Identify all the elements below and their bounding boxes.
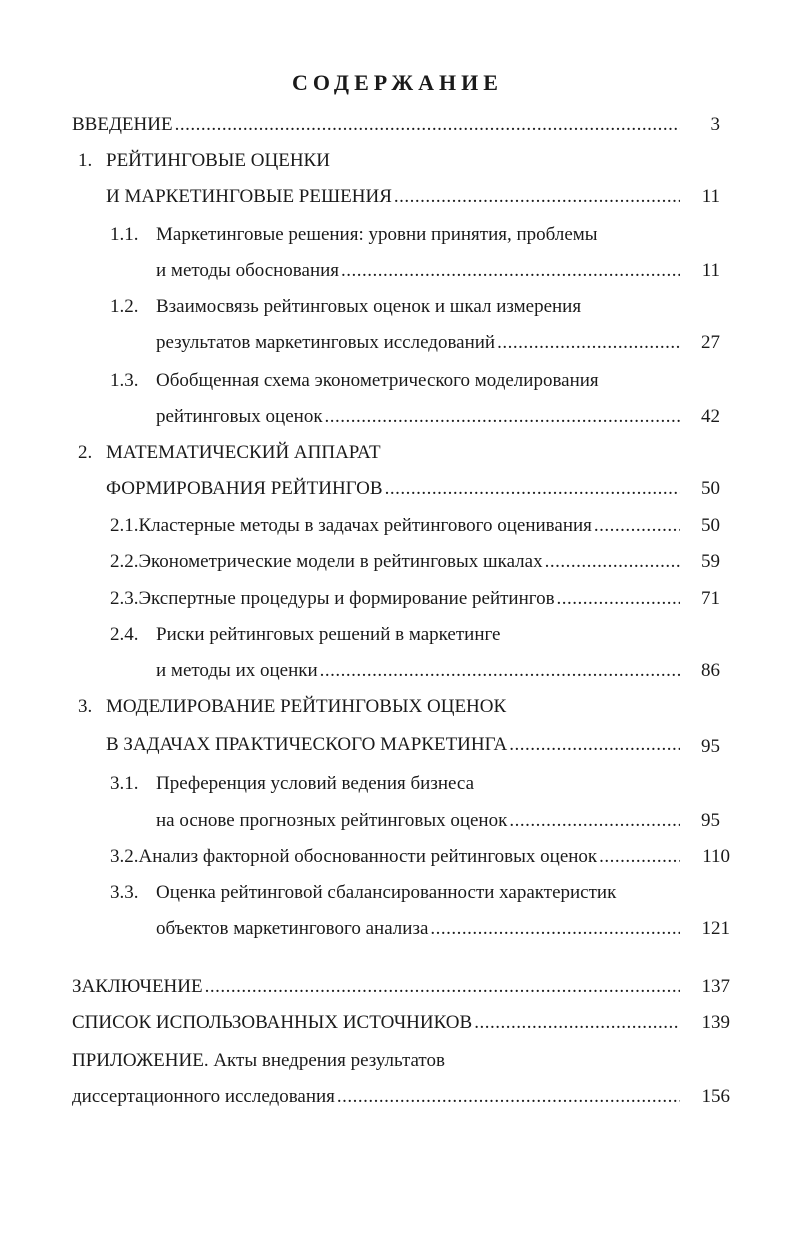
leader-dots bbox=[320, 660, 680, 682]
toc-section-2-1 bbox=[110, 515, 684, 541]
toc-chapter-3-line1 bbox=[78, 696, 506, 722]
toc-page-number: 156 bbox=[701, 1086, 730, 1107]
toc-title: СОДЕРЖАНИЕ bbox=[292, 70, 503, 95]
leader-dots bbox=[509, 734, 680, 756]
toc-section-2-2 bbox=[110, 551, 684, 577]
toc-entry-text: Обобщенная схема эконометрического моделирования bbox=[156, 370, 599, 391]
leader-dots bbox=[497, 332, 680, 354]
toc-entry-text: Взаимосвязь рейтинговых оценок и шкал измерения bbox=[156, 296, 582, 317]
leader-dots bbox=[385, 478, 680, 500]
toc-chapter-2-line2 bbox=[106, 478, 684, 504]
toc-section-1-2-line2 bbox=[156, 332, 684, 358]
toc-section-3-3-line1 bbox=[110, 882, 616, 908]
toc-page-number: 50 bbox=[701, 515, 720, 536]
toc-section-3-2 bbox=[110, 846, 684, 872]
leader-dots bbox=[325, 406, 680, 428]
toc-number: 2.4. bbox=[110, 624, 139, 645]
toc-entry-text: Преференция условий ведения бизнеса bbox=[156, 773, 475, 794]
leader-dots bbox=[430, 918, 680, 940]
toc-entry-appendix-line2 bbox=[72, 1086, 684, 1112]
toc-number: 3.1. bbox=[110, 773, 139, 794]
toc-entry-text: и методы обоснования bbox=[156, 260, 340, 281]
toc-page-number: 50 bbox=[701, 478, 720, 499]
toc-section-2-3 bbox=[110, 588, 684, 614]
toc-entry-text: ПРИЛОЖЕНИЕ. Акты внедрения результатов bbox=[72, 1050, 445, 1071]
toc-entry-text: Оценка рейтинговой сбалансированности характеристик bbox=[156, 882, 617, 903]
toc-number: 2.2. bbox=[110, 551, 139, 572]
leader-dots bbox=[545, 551, 680, 573]
toc-section-1-1-line1 bbox=[110, 224, 598, 250]
toc-page-number: 86 bbox=[701, 660, 720, 681]
toc-entry-text: Эконометрические модели в рейтинговых шкалах bbox=[138, 551, 543, 572]
toc-page-number: 71 bbox=[701, 588, 720, 609]
leader-dots bbox=[394, 186, 680, 208]
toc-number: 3.2. bbox=[110, 846, 139, 867]
toc-entry-text: ФОРМИРОВАНИЯ РЕЙТИНГОВ bbox=[106, 478, 383, 499]
toc-number: 2. bbox=[78, 442, 93, 463]
toc-entry-text: и методы их оценки bbox=[156, 660, 318, 681]
toc-chapter-3-line2 bbox=[106, 734, 684, 760]
toc-entry-appendix-line1 bbox=[72, 1050, 445, 1076]
toc-number: 1.2. bbox=[110, 296, 139, 317]
toc-entry-text: на основе прогнозных рейтинговых оценок bbox=[156, 810, 508, 831]
toc-entry-text: СПИСОК ИСПОЛЬЗОВАННЫХ ИСТОЧНИКОВ bbox=[72, 1012, 473, 1033]
toc-page-number: 42 bbox=[701, 406, 720, 427]
toc-page-number: 137 bbox=[701, 976, 730, 997]
toc-entry-text: МАТЕМАТИЧЕСКИЙ АППАРАТ bbox=[106, 442, 381, 463]
toc-page-number: 95 bbox=[701, 736, 720, 757]
toc-section-1-3-line2 bbox=[156, 406, 684, 432]
toc-page-number: 59 bbox=[701, 551, 720, 572]
leader-dots bbox=[594, 515, 680, 537]
toc-entry-text: Экспертные процедуры и формирование рейтингов bbox=[138, 588, 555, 609]
toc-entry-text: Кластерные методы в задачах рейтингового оценивания bbox=[138, 515, 592, 536]
toc-entry-text: В ЗАДАЧАХ ПРАКТИЧЕСКОГО МАРКЕТИНГА bbox=[106, 734, 508, 755]
toc-page-number: 11 bbox=[701, 260, 720, 281]
toc-entry-text: Анализ факторной обоснованности рейтинговых оценок bbox=[138, 846, 598, 867]
toc-section-2-4-line2 bbox=[156, 660, 684, 686]
toc-entry-text: ЗАКЛЮЧЕНИЕ bbox=[72, 976, 203, 997]
leader-dots bbox=[337, 1086, 680, 1108]
toc-section-3-1-line1 bbox=[110, 773, 474, 799]
toc-number: 2.1. bbox=[110, 515, 139, 536]
toc-entry-conclusion bbox=[72, 976, 684, 1002]
toc-page-number: 27 bbox=[701, 332, 720, 353]
toc-section-3-3-line2 bbox=[156, 918, 684, 944]
toc-number: 3.3. bbox=[110, 882, 139, 903]
toc-page-number: 110 bbox=[702, 846, 730, 867]
toc-entry-text: диссертационного исследования bbox=[72, 1086, 335, 1107]
leader-dots bbox=[557, 588, 680, 610]
toc-section-2-4-line1 bbox=[110, 624, 500, 650]
toc-entry-text: ВВЕДЕНИЕ bbox=[72, 114, 173, 135]
toc-section-1-3-line1 bbox=[110, 370, 599, 396]
toc-entry-text: РЕЙТИНГОВЫЕ ОЦЕНКИ bbox=[106, 150, 330, 171]
toc-chapter-1-line2 bbox=[106, 186, 684, 212]
toc-number: 1.1. bbox=[110, 224, 139, 245]
toc-number: 3. bbox=[78, 696, 93, 717]
leader-dots bbox=[599, 846, 680, 868]
toc-page-number: 3 bbox=[710, 114, 720, 135]
toc-entry-text: Риски рейтинговых решений в маркетинге bbox=[156, 624, 501, 645]
leader-dots bbox=[175, 114, 680, 136]
toc-chapter-1-line1 bbox=[78, 150, 330, 176]
toc-section-1-2-line1 bbox=[110, 296, 581, 322]
toc-section-3-1-line2 bbox=[156, 810, 684, 836]
toc-section-1-1-line2 bbox=[156, 260, 684, 286]
toc-entry-text: Маркетинговые решения: уровни принятия, проблемы bbox=[156, 224, 598, 245]
toc-entry-text: МОДЕЛИРОВАНИЕ РЕЙТИНГОВЫХ ОЦЕНОК bbox=[106, 696, 507, 717]
toc-entry-text: объектов маркетингового анализа bbox=[156, 918, 429, 939]
leader-dots bbox=[474, 1012, 680, 1034]
toc-page-number: 121 bbox=[701, 918, 730, 939]
leader-dots bbox=[205, 976, 680, 998]
toc-entry-intro bbox=[72, 114, 684, 140]
toc-page-number: 95 bbox=[701, 810, 720, 831]
toc-page-number: 11 bbox=[701, 186, 720, 207]
toc-number: 1. bbox=[78, 150, 93, 171]
toc-chapter-2-line1 bbox=[78, 442, 381, 468]
leader-dots bbox=[509, 810, 680, 832]
toc-page-number: 139 bbox=[701, 1012, 730, 1033]
toc-entry-sources bbox=[72, 1012, 684, 1038]
toc-entry-text: И МАРКЕТИНГОВЫЕ РЕШЕНИЯ bbox=[106, 186, 392, 207]
toc-number: 2.3. bbox=[110, 588, 139, 609]
leader-dots bbox=[341, 260, 680, 282]
toc-number: 1.3. bbox=[110, 370, 139, 391]
toc-entry-text: результатов маркетинговых исследований bbox=[156, 332, 496, 353]
toc-entry-text: рейтинговых оценок bbox=[156, 406, 323, 427]
